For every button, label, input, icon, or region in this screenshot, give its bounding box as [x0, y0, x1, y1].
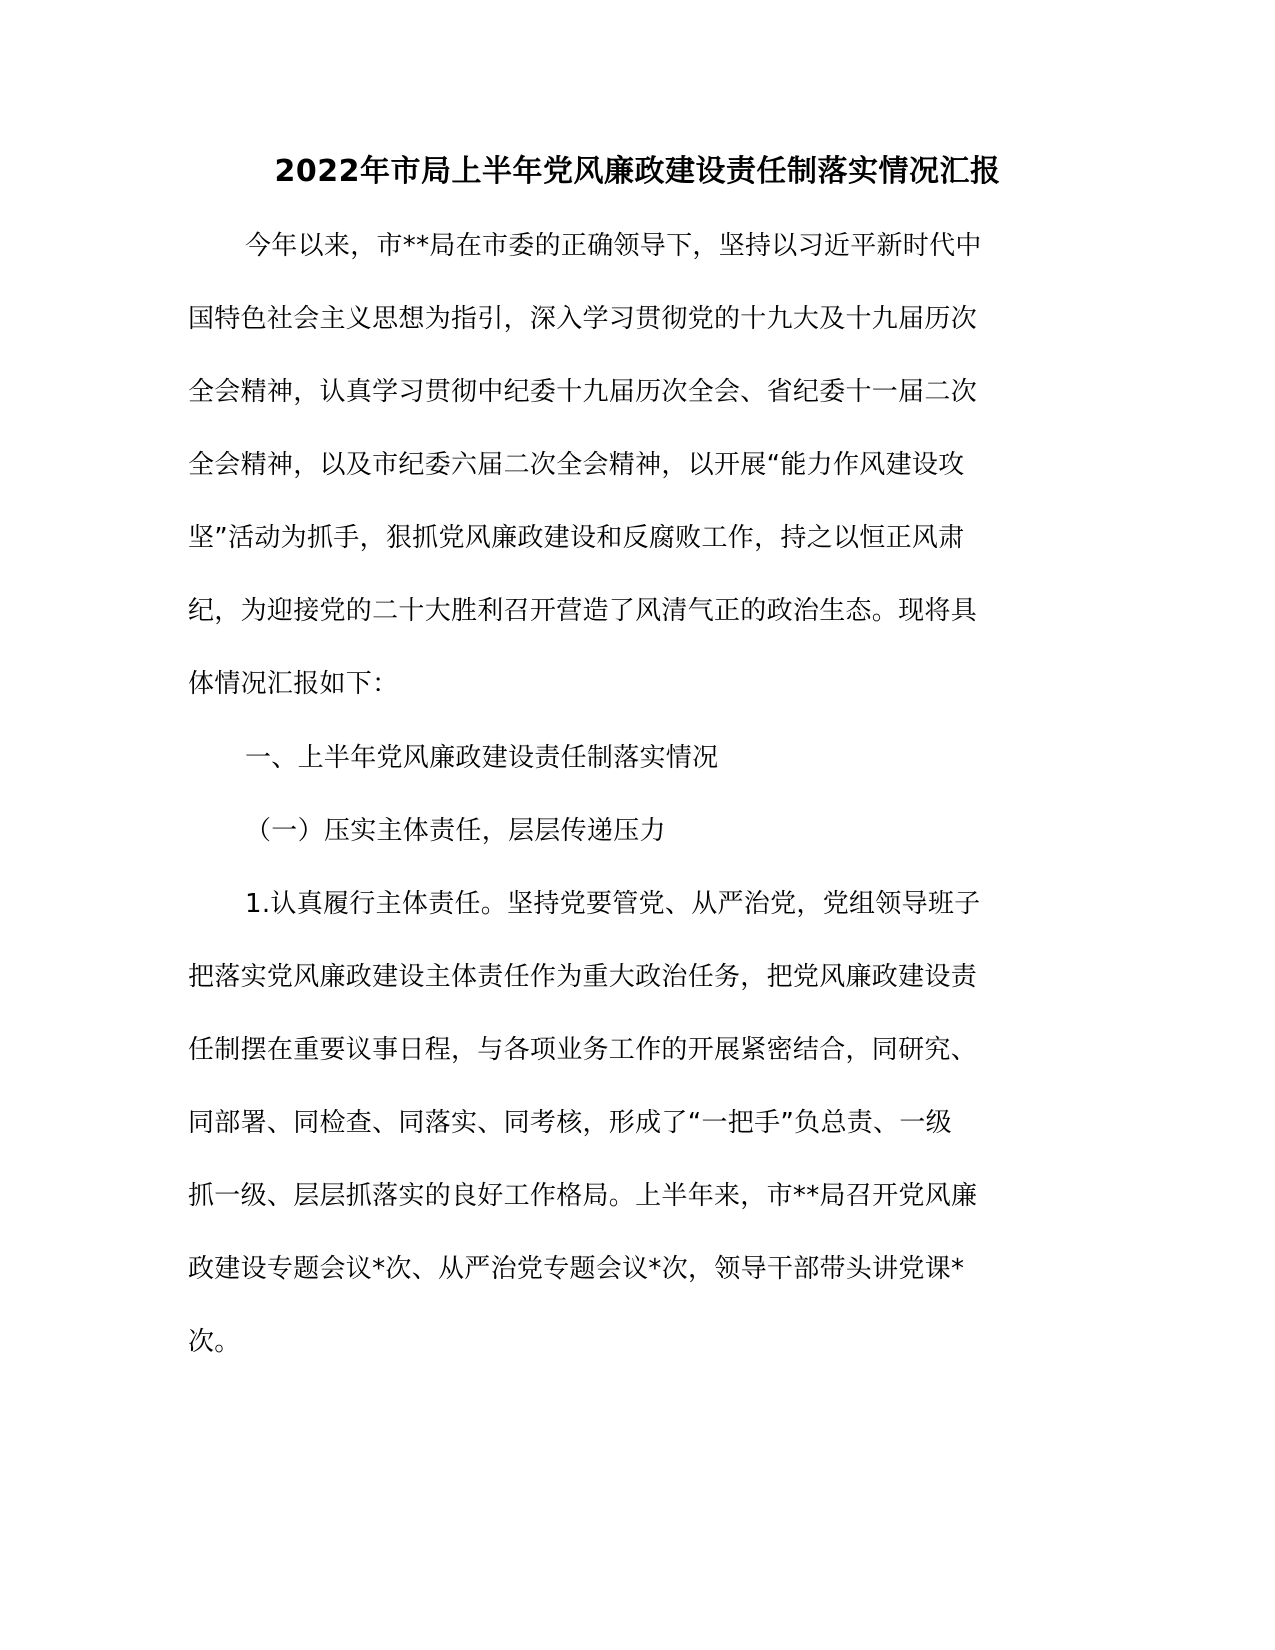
subsection-heading-1: （一）压实主体责任，层层传递压力: [245, 816, 666, 846]
document-title: 2022年市局上半年党风廉政建设责任制落实情况汇报: [274, 154, 1001, 189]
paragraph-intro-line-7: 体情况汇报如下：: [188, 669, 399, 699]
paragraph-intro-line-3: 全会精神，认真学习贯彻中纪委十九届历次全会、省纪委十一届二次: [188, 377, 978, 407]
paragraph-item-1-line-3: 任制摆在重要议事日程，与各项业务工作的开展紧密结合，同研究、: [188, 1035, 978, 1065]
paragraph-intro-line-2: 国特色社会主义思想为指引，深入学习贯彻党的十九大及十九届历次: [188, 304, 978, 334]
paragraph-item-1-line-5: 抓一级、层层抓落实的良好工作格局。上半年来，市**局召开党风廉: [188, 1181, 978, 1211]
paragraph-item-1-line-6: 政建设专题会议*次、从严治党专题会议*次，领导干部带头讲党课*: [188, 1254, 965, 1284]
paragraph-intro-line-6: 纪，为迎接党的二十大胜利召开营造了风清气正的政治生态。现将具: [188, 596, 978, 626]
paragraph-intro-line-5: 坚”活动为抓手，狠抓党风廉政建设和反腐败工作，持之以恒正风肃: [188, 523, 965, 553]
paragraph-intro-line-1: 今年以来，市**局在市委的正确领导下，坚持以习近平新时代中: [245, 231, 982, 261]
section-heading-1: 一、上半年党风廉政建设责任制落实情况: [245, 743, 719, 773]
paragraph-item-1-line-1: 1.认真履行主体责任。坚持党要管党、从严治党，党组领导班子: [245, 889, 981, 919]
paragraph-item-1-line-4: 同部署、同检查、同落实、同考核，形成了“一把手”负总责、一级: [188, 1108, 952, 1138]
paragraph-item-1-line-2: 把落实党风廉政建设主体责任作为重大政治任务，把党风廉政建设责: [188, 962, 978, 992]
paragraph-item-1-line-7: 次。: [188, 1327, 241, 1357]
paragraph-intro-line-4: 全会精神，以及市纪委六届二次全会精神，以开展“能力作风建设攻: [188, 450, 965, 480]
